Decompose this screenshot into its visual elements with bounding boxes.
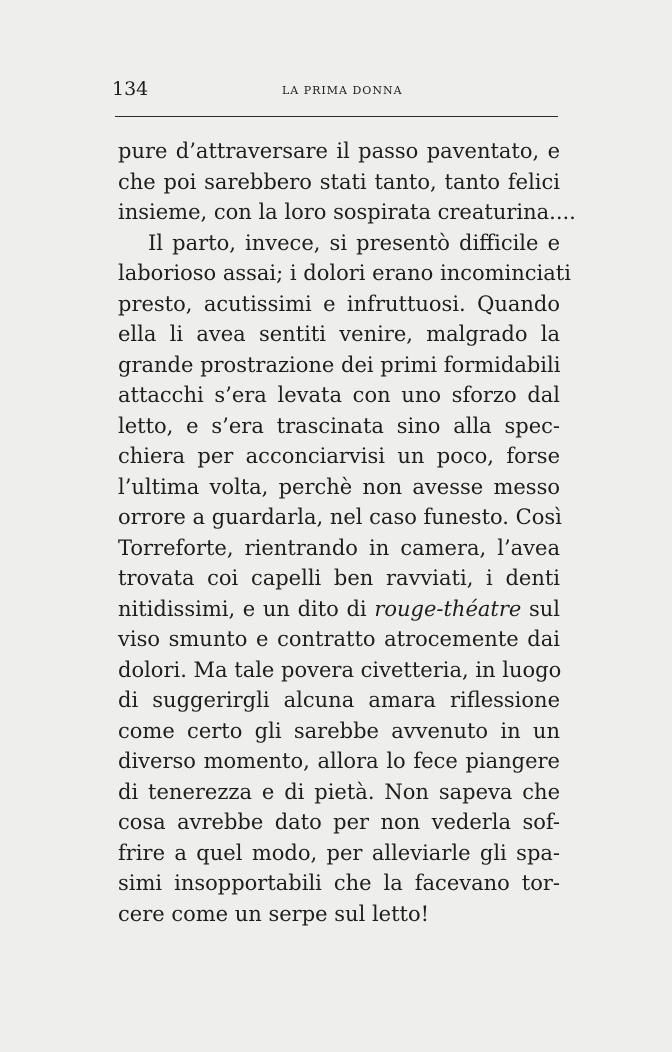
- page-header: [112, 78, 560, 118]
- text-line: frire a quel modo, per alleviarle gli spa-: [118, 840, 560, 865]
- page-number: 134: [112, 78, 149, 100]
- text-line: attacchi s’era levata con uno sforzo dal: [118, 383, 560, 407]
- rouge-theatre-italic: rouge-théatre: [374, 596, 522, 621]
- text-line: di suggerirgli alcuna amara riflessione: [118, 688, 560, 712]
- text-line: come certo gli sarebbe avvenuto in un: [118, 718, 560, 743]
- text-line-rouge: [118, 594, 560, 625]
- text-line: orrore a guardarla, nel caso funesto. Così: [118, 505, 562, 529]
- body-text: [118, 136, 576, 929]
- text-line: trovata coi capelli ben ravviati, i denti: [118, 566, 560, 590]
- text-line: viso smunto e contratto atrocemente dai: [118, 627, 560, 651]
- text-line: grande prostrazione dei primi formidabili: [118, 352, 561, 377]
- text-line: pure d’attraversare il passo paventato, e: [118, 139, 560, 163]
- text-line: l’ultima volta, perchè non avesse messo: [118, 474, 560, 499]
- text-line: che poi sarebbero stati tanto, tanto felici: [118, 169, 560, 194]
- text-line: cere come un serpe sul letto!: [118, 901, 430, 926]
- text-line: letto, e s’era trascinata sino alla spec-: [118, 413, 560, 438]
- text-line: di tenerezza e di pietà. Non sapeva che: [118, 779, 560, 804]
- text-line: laborioso assai; i dolori erano incominciati: [118, 261, 571, 285]
- text-line: ella li avea sentiti venire, malgrado la: [118, 322, 560, 346]
- text-line: cosa avrebbe dato per non vederla sof-: [118, 810, 560, 834]
- text-line: dolori. Ma tale povera civetteria, in luogo: [118, 657, 562, 682]
- text-line: presto, acutissimi e infruttuosi. Quando: [118, 291, 560, 316]
- text-line: Torreforte, rientrando in camera, l’avea: [118, 535, 560, 560]
- rouge-line-before: nitidissimi, e un dito di: [118, 596, 375, 621]
- text-line: simi insopportabili che la facevano tor-: [118, 871, 560, 895]
- rouge-line-after: sul: [521, 596, 560, 621]
- header-rule: [115, 116, 558, 117]
- running-title: LA PRIMA DONNA: [282, 84, 403, 97]
- text-line: Il parto, invece, si presentò difficile e: [148, 230, 560, 255]
- text-line: chiera per acconciarvisi un poco, forse: [118, 444, 560, 468]
- text-line: diverso momento, allora lo fece piangere: [118, 749, 560, 773]
- text-line: insieme, con la loro sospirata creaturina....: [118, 200, 576, 224]
